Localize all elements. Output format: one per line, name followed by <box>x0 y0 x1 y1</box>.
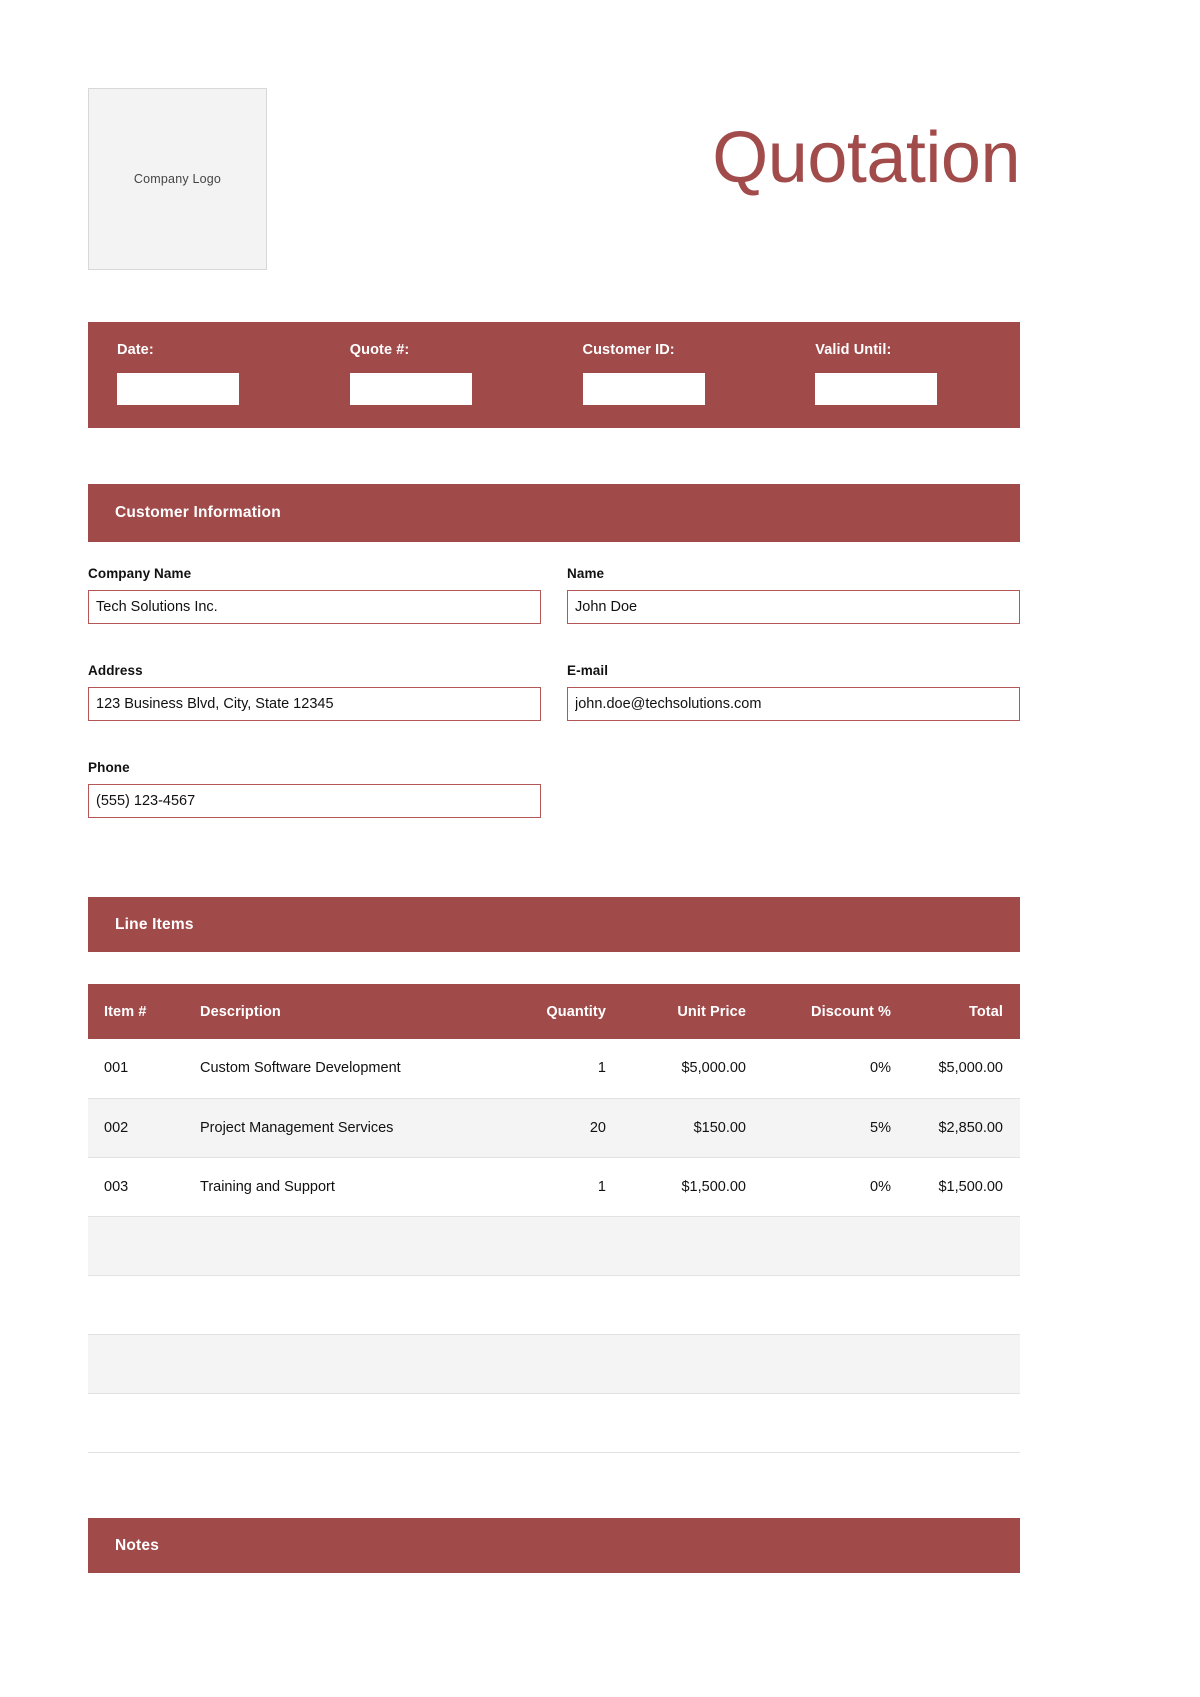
form-spacer-1 <box>88 639 1020 663</box>
cell-total: $2,850.00 <box>903 1098 1020 1157</box>
column-header-item: Item # <box>88 984 188 1039</box>
cell-description: Training and Support <box>188 1157 488 1216</box>
form-field-phone <box>88 760 541 818</box>
company-name-input[interactable] <box>88 590 541 624</box>
phone-input[interactable] <box>88 784 541 818</box>
table-row[interactable] <box>88 1157 1020 1216</box>
cell-item <box>88 1216 188 1275</box>
form-field-address <box>88 663 541 721</box>
label-email: E-mail <box>567 663 609 678</box>
section-title-customer-information: Customer Information <box>115 504 281 521</box>
cell-item: 001 <box>88 1039 188 1098</box>
cell-total <box>903 1393 1020 1452</box>
cell-quantity <box>488 1216 618 1275</box>
meta-field-valid-until <box>787 322 1020 428</box>
section-header-notes <box>88 1518 1020 1573</box>
cell-unit-price <box>618 1216 758 1275</box>
meta-label-valid-until: Valid Until: <box>815 342 892 358</box>
cell-discount <box>758 1393 903 1452</box>
column-header-unit-price: Unit Price <box>618 984 758 1039</box>
company-logo-placeholder <box>88 88 267 270</box>
table-row[interactable] <box>88 1393 1020 1452</box>
column-header-quantity: Quantity <box>488 984 618 1039</box>
table-header-row <box>88 984 1020 1039</box>
meta-label-quote-number: Quote #: <box>349 342 410 358</box>
cell-total: $1,500.00 <box>903 1157 1020 1216</box>
section-title-line-items: Line Items <box>115 915 194 933</box>
customer-information-form <box>88 566 1020 833</box>
quote-meta-band <box>88 322 1020 428</box>
date-input[interactable] <box>117 373 239 405</box>
form-field-email <box>567 663 1020 721</box>
cell-total <box>903 1216 1020 1275</box>
cell-item <box>88 1334 188 1393</box>
form-field-name <box>567 566 1020 624</box>
cell-total <box>903 1275 1020 1334</box>
cell-total: $5,000.00 <box>903 1039 1020 1098</box>
table-row[interactable] <box>88 1334 1020 1393</box>
cell-item <box>88 1393 188 1452</box>
valid-until-input[interactable] <box>815 373 937 405</box>
form-row-address-and-email <box>88 663 1020 721</box>
meta-label-customer-id: Customer ID: <box>582 342 675 358</box>
customer-id-input[interactable] <box>583 373 705 405</box>
meta-field-quote-number <box>322 322 555 428</box>
cell-discount: 0% <box>758 1039 903 1098</box>
cell-discount <box>758 1275 903 1334</box>
cell-description <box>188 1216 488 1275</box>
cell-discount <box>758 1216 903 1275</box>
cell-discount <box>758 1334 903 1393</box>
cell-unit-price: $150.00 <box>618 1098 758 1157</box>
cell-unit-price <box>618 1393 758 1452</box>
form-field-phone-spacer <box>567 760 1020 818</box>
cell-quantity <box>488 1393 618 1452</box>
cell-quantity: 1 <box>488 1039 618 1098</box>
cell-unit-price: $1,500.00 <box>618 1157 758 1216</box>
meta-field-customer-id <box>555 322 788 428</box>
line-items-table-head <box>88 984 1020 1039</box>
cell-unit-price <box>618 1275 758 1334</box>
table-row[interactable] <box>88 1039 1020 1098</box>
page-title: Quotation <box>712 118 1020 198</box>
cell-description <box>188 1334 488 1393</box>
cell-item: 002 <box>88 1098 188 1157</box>
document-header <box>88 0 1020 270</box>
cell-description <box>188 1393 488 1452</box>
label-phone: Phone <box>88 760 130 775</box>
label-name: Name <box>567 566 605 581</box>
line-items-table-wrapper <box>88 984 1020 1453</box>
cell-discount: 0% <box>758 1157 903 1216</box>
column-header-description: Description <box>188 984 488 1039</box>
column-header-discount: Discount % <box>758 984 903 1039</box>
cell-quantity: 1 <box>488 1157 618 1216</box>
section-title-notes: Notes <box>115 1536 160 1554</box>
email-input[interactable] <box>567 687 1020 721</box>
cell-quantity: 20 <box>488 1098 618 1157</box>
label-company-name: Company Name <box>88 566 192 581</box>
line-items-table <box>88 984 1020 1453</box>
line-items-table-body <box>88 1039 1020 1452</box>
meta-label-date: Date: <box>117 342 154 358</box>
cell-description <box>188 1275 488 1334</box>
cell-quantity <box>488 1275 618 1334</box>
form-spacer-2 <box>88 736 1020 760</box>
form-row-company-and-name <box>88 566 1020 624</box>
table-row[interactable] <box>88 1098 1020 1157</box>
cell-quantity <box>488 1334 618 1393</box>
cell-item: 003 <box>88 1157 188 1216</box>
cell-discount: 5% <box>758 1098 903 1157</box>
cell-description: Project Management Services <box>188 1098 488 1157</box>
name-input[interactable] <box>567 590 1020 624</box>
form-row-phone <box>88 760 1020 818</box>
table-row[interactable] <box>88 1275 1020 1334</box>
section-header-line-items <box>88 897 1020 952</box>
table-row[interactable] <box>88 1216 1020 1275</box>
label-address: Address <box>88 663 143 678</box>
meta-field-date <box>88 322 322 428</box>
cell-item <box>88 1275 188 1334</box>
section-header-customer-information <box>88 484 1020 542</box>
column-header-total: Total <box>903 984 1020 1039</box>
address-input[interactable] <box>88 687 541 721</box>
cell-total <box>903 1334 1020 1393</box>
company-logo-label: Company Logo <box>133 172 222 186</box>
form-field-company-name <box>88 566 541 624</box>
cell-unit-price <box>618 1334 758 1393</box>
cell-unit-price: $5,000.00 <box>618 1039 758 1098</box>
quote-number-input[interactable] <box>350 373 472 405</box>
cell-description: Custom Software Development <box>188 1039 488 1098</box>
